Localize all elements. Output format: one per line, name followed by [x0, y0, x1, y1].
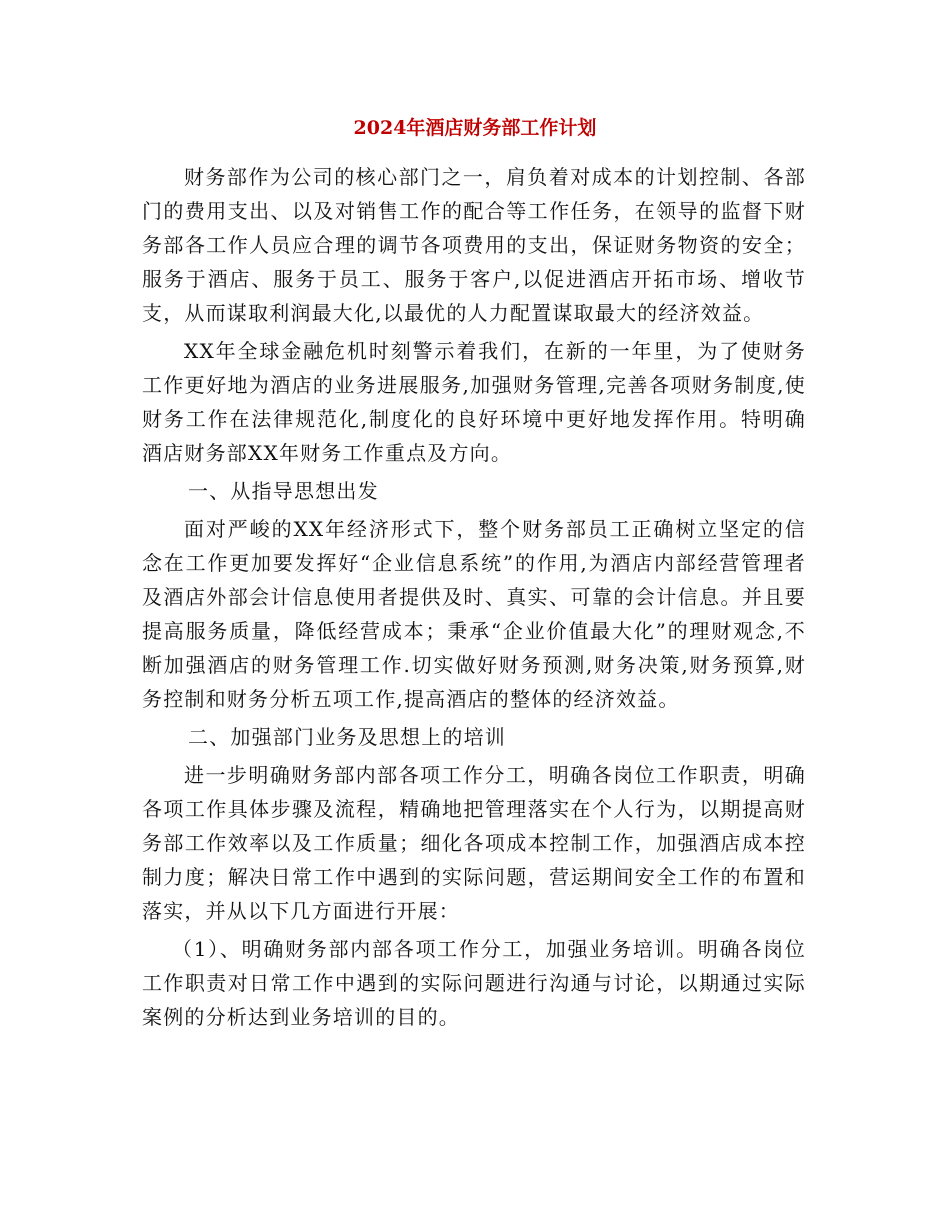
document-title: 2024年酒店财务部工作计划	[353, 117, 597, 139]
document-body	[142, 160, 806, 1038]
section-heading-training: 二、加强部门业务及思想上的培训	[188, 725, 506, 749]
paragraph-training: 进一步明确财务部内部各项工作分工，明确各岗位工作职责，明确各项工作具体步骤及流程，精确地把管理落实在个人行为，以期提高财务部工作效率以及工作质量；细化各项成本控制工作，加强酒店成本控制力度；解决日常工作中遇到的实际问题，营运期间安全工作的布置和落实，并从以下几方面进行开展：	[142, 763, 806, 923]
paragraph-financial-crisis: XX年全球金融危机时刻警示着我们，在新的一年里，为了使财务工作更好地为酒店的业务进展服务,加强财务管理,完善各项财务制度,使财务工作在法律规范化,制度化的良好环境中更好地发挥作用。特明确酒店财务部XX年财务工作重点及方向。	[142, 339, 806, 465]
list-item-1: （1）、明确财务部内部各项工作分工，加强业务培训。明确各岗位工作职责对日常工作中遇到的实际问题进行沟通与讨论，以期通过实际案例的分析达到业务培训的目的。	[142, 937, 806, 1029]
paragraph-guiding-ideology: 面对严峻的XX年经济形式下，整个财务部员工正确树立坚定的信念在工作更加要发挥好“企业信息系统”的作用,为酒店内部经营管理者及酒店外部会计信息使用者提供及时、真实、可靠的会计信息。并且要提高服务质量，降低经营成本；秉承“企业价值最大化”的理财观念,不断加强酒店的财务管理工作.切实做好财务预测,财务决策,财务预算,财务控制和财务分析五项工作,提高酒店的整体的经济效益。	[142, 517, 806, 711]
paragraph-intro: 财务部作为公司的核心部门之一，肩负着对成本的计划控制、各部门的费用支出、以及对销售工作的配合等工作任务，在领导的监督下财务部各工作人员应合理的调节各项费用的支出，保证财务物资的安全；服务于酒店、服务于员工、服务于客户,以促进酒店开拓市场、增收节支，从而谋取利润最大化,以最优的人力配置谋取最大的经济效益。	[142, 165, 806, 325]
section-heading-guiding-ideology: 一、从指导思想出发	[188, 479, 379, 503]
